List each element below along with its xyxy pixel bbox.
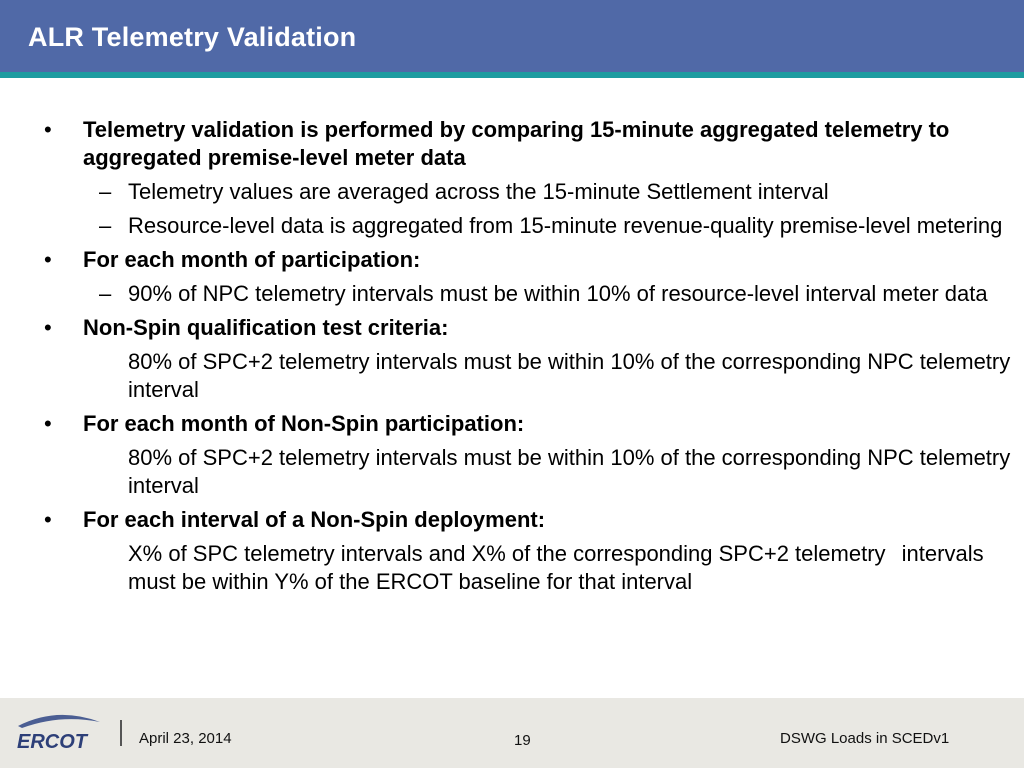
bullet-text: For each interval of a Non-Spin deployment: (83, 507, 546, 532)
dash-marker: – (99, 281, 112, 306)
slide-body (0, 116, 1024, 602)
bullet-text: For each month of Non-Spin participation: (83, 411, 525, 436)
ercot-logo (12, 708, 102, 752)
sub-bullet-text: Resource-level data is aggregated from 15-minute revenue-quality premise-level metering (128, 213, 1003, 238)
page-number: 19 (514, 732, 531, 749)
bullet-item (0, 116, 1024, 172)
bullet-text: For each month of participation: (83, 247, 421, 272)
bullet-item (0, 246, 1024, 274)
svg-text:ERCOT: ERCOT (17, 731, 87, 752)
sub-bullet-item (0, 178, 1024, 206)
title-bar (0, 0, 1024, 72)
footer-deck-title: DSWG Loads in SCEDv1 (780, 730, 950, 747)
bullet-marker: • (44, 507, 52, 532)
footer-date: April 23, 2014 (139, 730, 232, 747)
slide-title: ALR Telemetry Validation (28, 22, 357, 52)
bullet-item (0, 314, 1024, 342)
sub-paragraph-part: intervals must be within Y% of the ERCOT baseline for that interval (128, 541, 984, 594)
sub-paragraph: 80% of SPC+2 telemetry intervals must be within 10% of the corresponding NPC telemetry interval (128, 349, 1011, 402)
dash-marker: – (99, 213, 112, 238)
sub-bullet-item (0, 280, 1024, 308)
bullet-marker: • (44, 247, 52, 272)
sub-paragraph-part: X% of SPC telemetry intervals and X% of the corresponding SPC+2 telemetry (128, 541, 886, 566)
bullet-text: Non-Spin qualification test criteria: (83, 315, 449, 340)
sub-paragraph: 80% of SPC+2 telemetry intervals must be within 10% of the corresponding NPC telemetry interval (128, 445, 1011, 498)
sub-bullet-text: Telemetry values are averaged across the 15-minute Settlement interval (128, 179, 829, 204)
dash-marker: – (99, 179, 112, 204)
footer-separator (120, 720, 122, 746)
sub-bullet-text: 90% of NPC telemetry intervals must be within 10% of resource-level interval meter data (128, 281, 988, 306)
bullet-marker: • (44, 315, 52, 340)
sub-paragraph (0, 540, 1024, 596)
title-divider (0, 72, 1024, 78)
bullet-marker: • (44, 117, 52, 142)
bullet-text: Telemetry validation is performed by comparing 15-minute aggregated telemetry to aggregated premise-level meter data (83, 117, 950, 170)
sub-bullet-item (0, 212, 1024, 240)
bullet-item (0, 410, 1024, 438)
bullet-marker: • (44, 411, 52, 436)
bullet-item (0, 506, 1024, 534)
slide-footer (0, 698, 1024, 768)
